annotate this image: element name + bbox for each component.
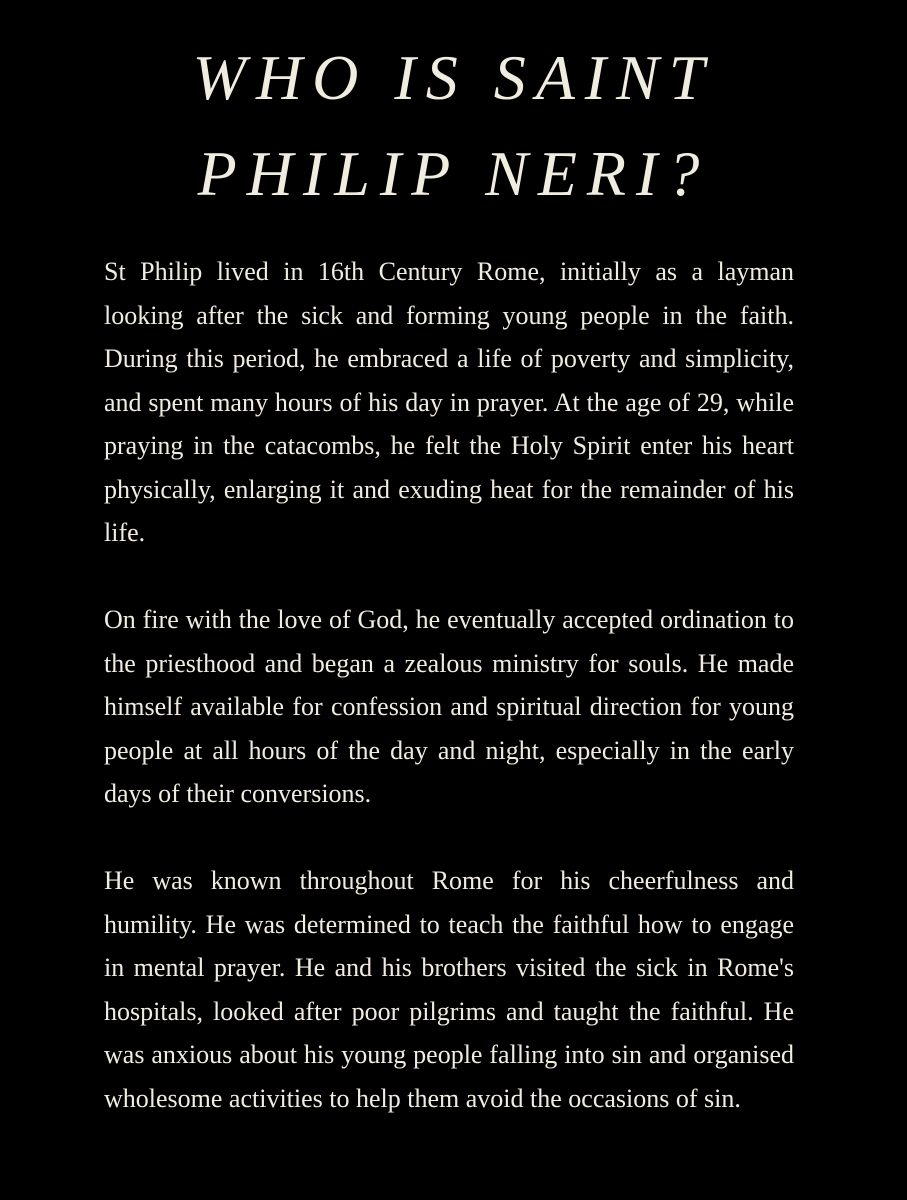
- paragraph-early-life: St Philip lived in 16th Century Rome, initially as a layman looking after the sick and forming young people in the faith. During this period, he embraced a life of poverty and simplicity, and spent many hours of his day in prayer. At the age of 29, while praying in the catacombs, he felt the Holy Spirit enter his heart physically, enlarging it and exuding heat for the remainder of his life.: [104, 257, 794, 547]
- page-title: [0, 30, 907, 222]
- paragraph-ministry-rome: He was known throughout Rome for his cheerfulness and humility. He was determined to teach the faithful how to engage in mental prayer. He and his brothers visited the sick in Rome's hospitals, looked after poor pilgrims and taught the faithful. He was anxious about his young people falling into sin and organised wholesome activities to help them avoid the occasions of sin.: [104, 866, 794, 1113]
- article-body: [104, 250, 794, 1120]
- page-title-line-1: WHO IS SAINT: [192, 42, 715, 113]
- page-title-line-2: PHILIP NERI?: [197, 138, 710, 209]
- paragraph-priesthood: On fire with the love of God, he eventually accepted ordination to the priesthood and began a zealous ministry for souls. He made himself available for confession and spiritual direction for young people at all hours of the day and night, especially in the early days of their conversions.: [104, 605, 794, 808]
